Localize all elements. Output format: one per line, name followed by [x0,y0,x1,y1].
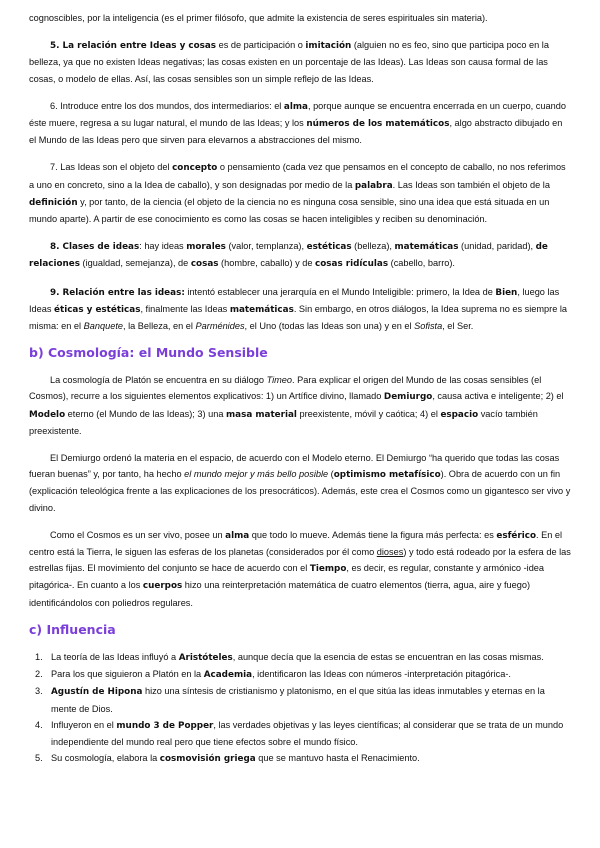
paragraph-5: 5. La relación entre Ideas y cosas es de participación o imitación (alguien no es feo, sino que participa poco en la belleza, ya que no existen Ideas negativas; las cosas existen en un porcentaje de las Ideas). Las Ideas son causa formal de las cosas, o modelo de ellas. Así, las cosas sensibles son un simple reflejo de las Ideas. [29,40,549,84]
section-heading-influencia: c) Influencia [29,621,116,637]
document-page [29,10,572,767]
paragraph-9: 9. Relación entre las ideas: intentó establecer una jerarquía en el Mundo Inteligible: primero, la Idea de Bien, luego las Ideas éticas y estéticas, finalmente las Ideas matemáticas. Sin embargo, en otros diálogos, la Idea suprema no es siempre la misma: en el Banquete, la Belleza, en el Parménides, el Uno (todas las Ideas son una) y en el Sofista, el Ser. [29,286,568,332]
list-item: 4. Influyeron en el mundo 3 de Popper, las verdades objetivas y las leyes científicas; al considerar que se trata de un mundo independiente del mundo real pero que tiene efectos sobre el mundo físico. [35,719,564,747]
list-item: 5. Su cosmología, elabora la cosmovisión griega que se mantuvo hasta el Renacimiento. [35,753,420,765]
list-item: 1. La teoría de las Ideas influyó a Aristóteles, aunque decía que la esencia de estas se encuentran en las cosas mismas. [35,651,544,663]
paragraph-8: 8. Clases de ideas: hay ideas morales (valor, templanza), estéticas (belleza), matemáticas (unidad, paridad), de relaciones (igualdad, semejanza), de cosas (hombre, caballo) y de cosas ridículas (cabello, barro). [29,241,548,270]
section-heading-cosmologia: b) Cosmología: el Mundo Sensible [29,345,268,361]
list-item: 3. Agustín de Hipona hizo una síntesis de cristianismo y platonismo, en el que sitúa las ideas inmutables y eternas en la mente de Dios. [35,686,545,714]
paragraph-6: 6. Introduce entre los dos mundos, dos intermediarios: el alma, porque aunque se encuentra encerrada en un cuerpo, cuando éste muere, regresa a su lugar natural, el mundo de las Ideas; y los números de los matemáticos, algo abstracto dibujado en el Mundo de las Ideas pero que sirven para elevarnos a abstracciones del mismo. [29,100,566,146]
cosmologia-paragraph-2: El Demiurgo ordenó la materia en el espacio, de acuerdo con el Modelo eterno. El Demiurgo “ha querido que todas las cosas fueran buenas” y, por tanto, ha hecho el mundo mejor y más bello posible (optimismo metafísico). Obra de acuerdo con un fin (explicación teleológica frente a las explicaciones de los presocráticos). Además, este crea el Cosmos como un gigantesco ser vivo y divino. [29,453,571,513]
paragraph-7: 7. Las Ideas son el objeto del concepto o pensamiento (cada vez que pensamos en el concepto de caballo, no nos referimos a uno en concreto, sino a la Idea de caballo), y son designadas por medio de la palabra. Las Ideas son también el objeto de la definición y, por tanto, de la ciencia (el objeto de la ciencia no es ninguna cosa sensible, sino una idea que está situada en un mundo aparte). A partir de ese conocimiento es como las cosas se hacen inteligibles y reciben su denominación. [29,162,566,225]
list-item: 2. Para los que siguieron a Platón en la Academia, identificaron las Ideas con números -interpretación pitagórica-. [35,669,511,681]
intro-continuation: cognoscibles, por la inteligencia (es el primer filósofo, que admite la existencia de seres espirituales sin materia). [29,13,488,23]
cosmologia-paragraph-3: Como el Cosmos es un ser vivo, posee un alma que todo lo mueve. Además tiene la figura más perfecta: es esférico. En el centro está la Tierra, le siguen las esferas de los planetas (considerados por él como dioses) y todo está rodeado por la esfera de las estrellas fijas. El movimiento del conjunto se hace de acuerdo con el Tiempo, es decir, es regular, constante y armónico -idea pitagórica-. En cuanto a los cuerpos hizo una reinterpretación matemática de cuatro elementos (tierra, agua, aire y fuego) identificándolos con poliedros regulares. [29,529,571,608]
influence-list [29,649,572,767]
cosmologia-paragraph-1: La cosmología de Platón se encuentra en su diálogo Timeo. Para explicar el origen del Mundo de las cosas sensibles (el Cosmos), recurre a los siguientes elementos explicativos: 1) un Artífice divino, llamado Demiurgo, causa activa e inteligente; 2) el Modelo eterno (el Mundo de las Ideas); 3) una masa material preexistente, móvil y caótica; 4) el espacio vacío también preexistente. [29,375,564,436]
